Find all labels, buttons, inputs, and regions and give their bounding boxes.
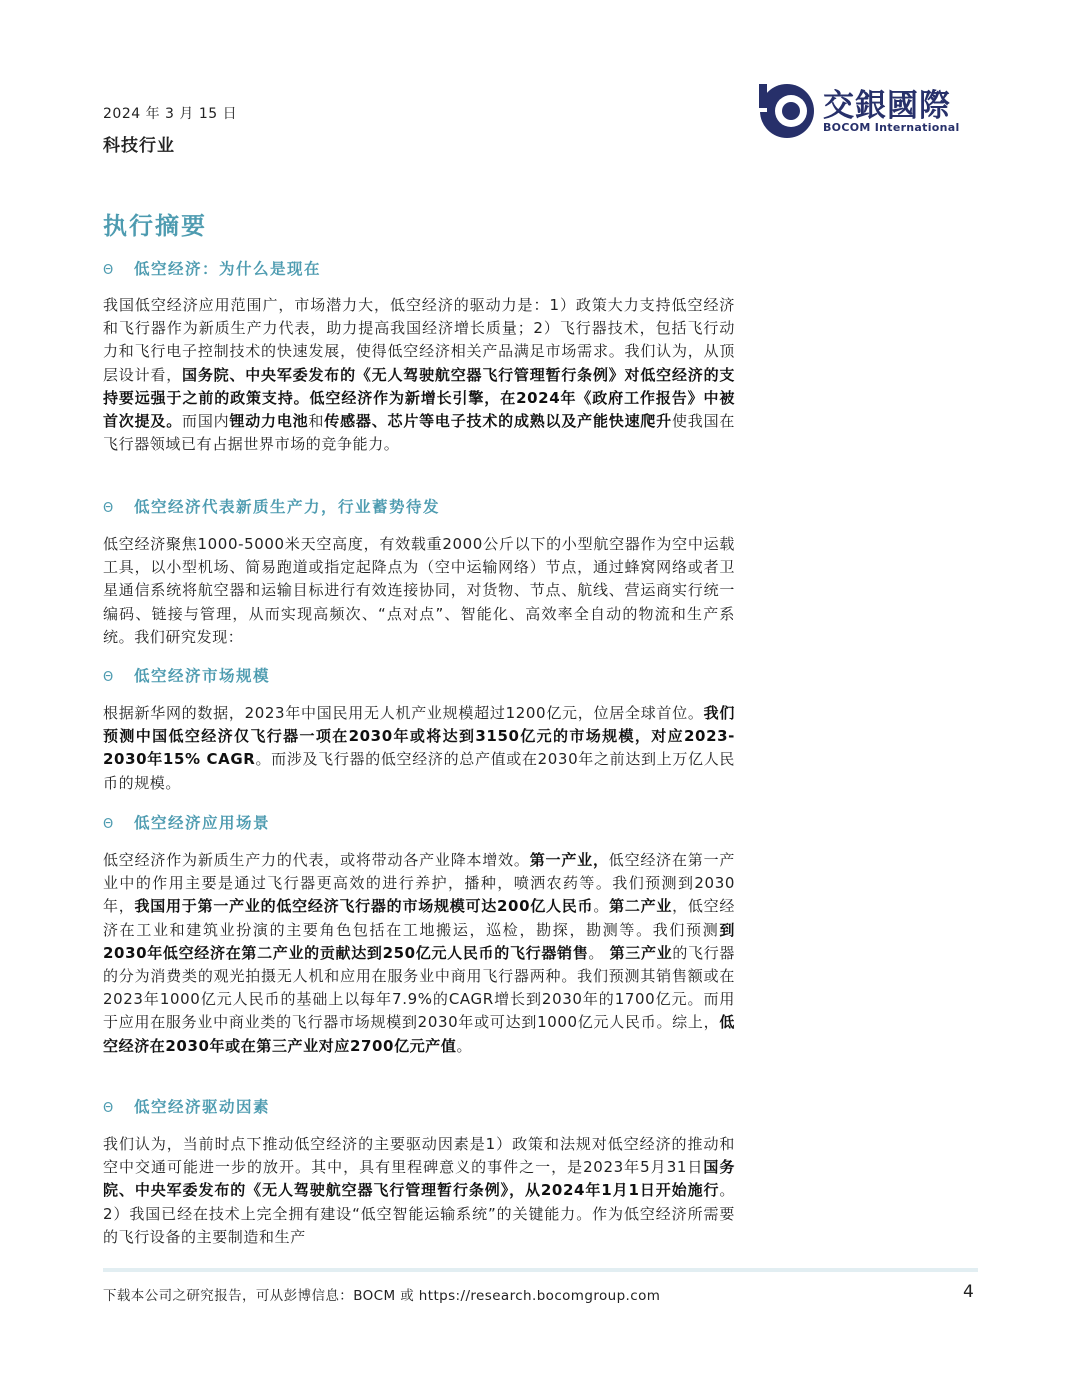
bold-text-run: 第一产业， xyxy=(529,851,609,869)
text-run: 低空经济在第一产业中的作用主要是通过飞行器更高效的进行养护，播种，喷洒农药等。我们预测到2030年， xyxy=(103,851,735,916)
bold-text-run: 锂动力电池 xyxy=(229,412,309,431)
report-date: 2024 年 3 月 15 日 xyxy=(103,106,238,122)
industry-label: 科技行业 xyxy=(103,136,175,156)
section-title: 低空经济应用场景 xyxy=(134,814,271,832)
section-heading-new-productivity xyxy=(103,495,440,517)
text-run: 而国内 xyxy=(182,412,230,431)
logo-emblem-icon xyxy=(755,78,819,140)
logo-english-name: BOCOM International xyxy=(823,121,960,134)
text-run: 。 xyxy=(456,1036,473,1055)
text-run: 。而涉及飞行器的低空经济的总产值或在2030年之前达到上万亿人民币的规模。 xyxy=(103,750,735,792)
bold-text-run: 第三产业 xyxy=(609,943,673,962)
page-number: 4 xyxy=(963,1282,974,1302)
section-title: 低空经济代表新质生产力，行业蓄势待发 xyxy=(134,498,441,516)
text-run: 低空经济聚焦1000-5000米天空高度，有效载重2000公斤以下的小型航空器作为空中运载工具，以小型机场、简易跑道或指定起降点为（空中运输网络）节点，通过蜂窝网络或者卫星通信系统将航空器和运输目标进行有效连接协同，对货物、节点、航线、营运商实行统一编码、链接与管理，从而实现高频次、“点对点”、智能化、高效率全自动的物流和生产系统。我们研究发现： xyxy=(103,535,735,646)
text-run: 低空经济作为新质生产力的代表，或将带动各产业降本增效。 xyxy=(103,851,530,869)
footer-download-note: 下载本公司之研究报告，可从彭博信息：BOCM 或 https://research.bocomgroup.com xyxy=(103,1288,661,1304)
bold-text-run: 国务院、中央军委发布的《无人驾驶航空器飞行管理暂行条例》对低空经济的支持要远强于之前的政策支持。低空经济作为新增长引擎，在2024年《政府工作报告》中被首次提及。 xyxy=(103,365,735,431)
text-run: 我国低空经济应用范围广，市场潜力大，低空经济的驱动力是：1）政策大力支持低空经济和飞行器作为新质生产力代表，助力提高我国经济增长质量；2）飞行器技术，包括飞行动力和飞行电子控制技术的快速发展，使得低空经济相关产品满足市场需求。我们认为，从顶层设计看， xyxy=(103,296,735,384)
bold-text-run: 国务院、中央军委发布的《无人驾驶航空器飞行管理暂行条例》，从2024年1月1日开始施行 xyxy=(103,1158,735,1200)
section-heading-drivers xyxy=(103,1095,270,1117)
logo-chinese-name: 交銀國際 xyxy=(823,88,951,124)
text-run: 。 xyxy=(593,897,610,916)
section-paragraph xyxy=(103,533,735,649)
executive-summary-title: 执行摘要 xyxy=(103,212,207,240)
section-paragraph xyxy=(103,702,735,795)
text-run: 根据新华网的数据，2023年中国民用无人机产业规模超过1200亿元，位居全球首位。 xyxy=(103,704,704,722)
text-run: 。2）我国已经在技术上完全拥有建设“低空智能运输系统”的关键能力。作为低空经济所需要的飞行设备的主要制造和生产 xyxy=(103,1181,735,1246)
text-run: 使我国在飞行器领域已有占据世界市场的竞争能力。 xyxy=(103,412,735,454)
text-run: 和 xyxy=(308,412,325,431)
section-marker-icon: Θ xyxy=(103,263,115,278)
company-logo xyxy=(755,78,980,140)
text-run: 。 xyxy=(588,943,610,962)
section-paragraph xyxy=(103,849,735,1058)
bold-text-run: 第二产业 xyxy=(609,897,673,916)
section-marker-icon: Θ xyxy=(103,670,115,685)
bold-text-run: 低空经济在2030年或在第三产业对应2700亿元产值 xyxy=(103,1013,735,1055)
footer-divider xyxy=(103,1268,978,1272)
section-marker-icon: Θ xyxy=(103,501,115,516)
bold-text-run: 到2030年低空经济在第二产业的贡献达到250亿元人民币的飞行器销售 xyxy=(103,920,735,962)
section-marker-icon: Θ xyxy=(103,1101,115,1116)
text-run: ，低空经济在工业和建筑业扮演的主要角色包括在工地搬运，巡检，勘探，勘测等。我们预测 xyxy=(103,897,736,939)
bold-text-run: 我国用于第一产业的低空经济飞行器的市场规模可达200亿人民币 xyxy=(134,897,594,916)
section-paragraph xyxy=(103,294,735,456)
section-paragraph xyxy=(103,1133,735,1249)
section-marker-icon: Θ xyxy=(103,817,115,832)
section-heading-market-size xyxy=(103,664,270,686)
section-title: 低空经济驱动因素 xyxy=(134,1098,271,1116)
section-heading-why-now xyxy=(103,257,321,279)
section-title: 低空经济：为什么是现在 xyxy=(134,260,322,278)
section-title: 低空经济市场规模 xyxy=(134,667,271,685)
bold-text-run: 传感器、芯片等电子技术的成熟以及产能快速爬升 xyxy=(324,412,672,431)
bold-text-run: 我们预测中国低空经济仅飞行器一项在2030年或将达到3150亿元的市场规模，对应2023-2030年15% CAGR xyxy=(103,704,736,769)
text-run: 我们认为，当前时点下推动低空经济的主要驱动因素是1）政策和法规对低空经济的推动和空中交通可能进一步的放开。其中，具有里程碑意义的事件之一，是2023年5月31日 xyxy=(103,1135,735,1177)
section-heading-applications xyxy=(103,811,270,833)
text-run: 的飞行器的分为消费类的观光拍摄无人机和应用在服务业中商用飞行器两种。我们预测其销售额或在2023年1000亿元人民币的基础上以每年7.9%的CAGR增长到2030年的1700亿元。而用于应用在服务业中商业类的飞行器市场规模到2030年或可达到1000亿元人民币。综上， xyxy=(103,943,735,1032)
